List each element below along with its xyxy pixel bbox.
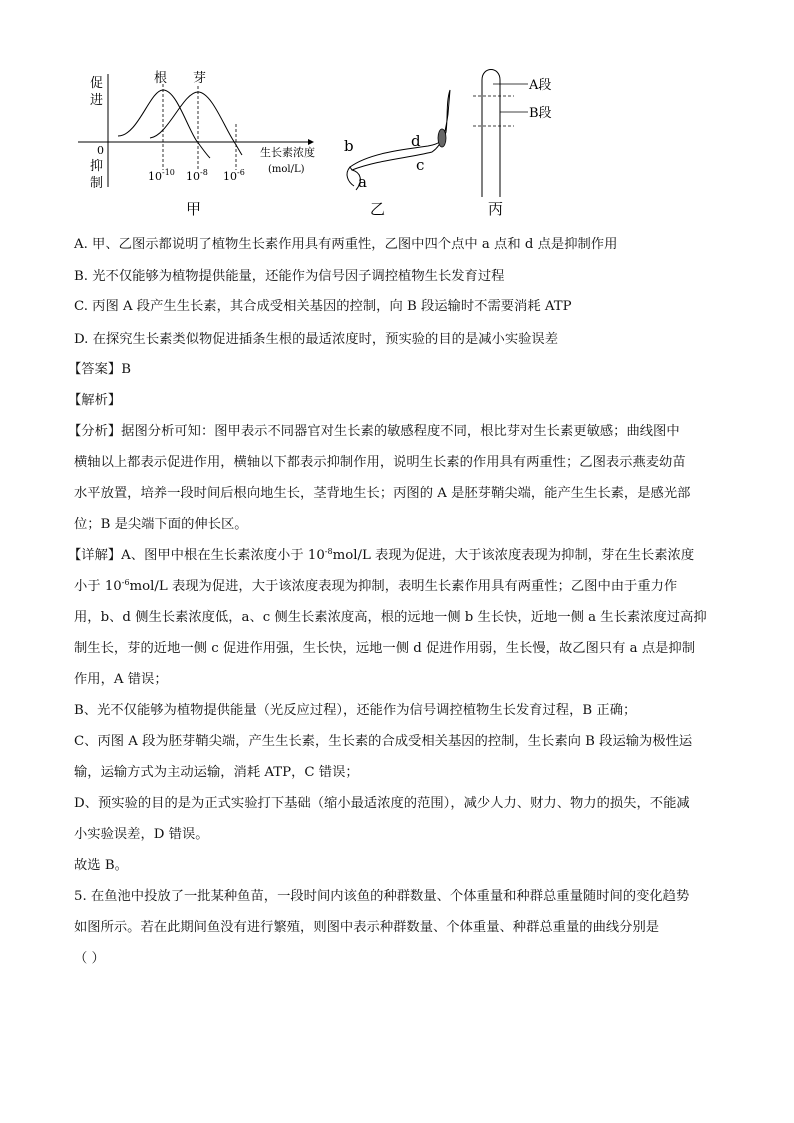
graph-bing [473,70,552,219]
seedling-shoot [350,90,450,170]
option-b: B. 光不仅能够为植物提供能量，还能作为信号因子调控植物生长发育过程 [74,269,505,284]
caption-jia: 甲 [186,200,202,218]
tick1: $10^{-10}$ [148,168,175,183]
analysis-tag: 【解析】 [68,393,122,408]
label-b: b [344,137,354,155]
label-seg-a: A段 [529,78,552,93]
y-label-inhibit-2: 制 [90,176,104,191]
label-a: a [358,173,367,191]
graph-yi [344,90,450,218]
xiangjie-line-1 [68,544,694,563]
y-label-promote-2: 进 [90,93,104,108]
xiangjie-line-5: 作用，A 错误； [74,672,168,687]
label-c: c [416,156,425,174]
x-axis-arrow [308,139,314,145]
axis-label: 生长素浓度 [260,146,315,159]
answer-line [68,358,131,377]
xiangjie-d-2: 小实验误差，D 错误。 [74,827,209,842]
xiangjie-c-1: C、丙图 A 段为胚芽鞘尖端，产生生长素，生长素的合成受相关基因的控制，生长素向 B 段运输为极性运 [74,734,693,749]
xiangjie-line-1a: 【详解】A、图甲中根在生长素浓度小于 10 [68,548,325,563]
xiangjie-line-2b: mol/L 表现为促进，大于该浓度表现为抑制，表明生长素作用具有两重性；乙图中由于重力作 [129,579,678,594]
coleoptile [482,70,500,198]
graph-jia [78,70,315,218]
q5-line-1: 5. 在鱼池中投放了一批某种鱼苗，一段时间内该鱼的种群数量、个体重量和种群总重量随时间的变化趋势 [74,889,690,904]
figure-area [68,62,588,222]
y-label-promote-1: 促 [90,76,104,91]
option-c: C. 丙图 A 段产生生长素，其合成受相关基因的控制，向 B 段运输时不需要消耗 ATP [74,299,572,314]
fenxi-line-2: 横轴以上都表示促进作用，横轴以下都表示抑制作用，说明生长素的作用具有两重性；乙图表示燕麦幼苗 [74,455,686,470]
caption-bing: 丙 [488,200,504,218]
xiangjie-line-2 [74,575,677,594]
xiangjie-b: B、光不仅能够为植物提供能量（光反应过程），还能作为信号调控植物生长发育过程，B 正确； [74,703,637,718]
seedling-tip [438,129,446,147]
label-bud: 芽 [193,71,207,86]
option-a: A. 甲、乙图示都说明了植物生长素作用具有两重性，乙图中四个点中 a 点和 d 点是抑制作用 [74,237,618,252]
caption-yi: 乙 [370,200,386,218]
q5-line-3: （ ） [74,951,105,966]
xiangjie-c-2: 输，运输方式为主动运输，消耗 ATP，C 错误； [74,765,359,780]
figure-svg [68,62,588,222]
answer-value: B [121,362,131,377]
answer-tag: 【答案】 [68,362,122,377]
xiangjie-d-1: D、预实验的目的是为正式实验打下基础（缩小最适浓度的范围），减少人力、财力、物力的损失，不能减 [74,796,690,811]
xiangjie-line-3: 用，b、d 侧生长素浓度低，a、c 侧生长素浓度高，根的远地一侧 b 生长快，近地一侧 a 生长素浓度过高抑 [74,610,707,625]
xiangjie-line-2a: 小于 10 [74,579,122,594]
xiangjie-line-4: 制生长，芽的近地一侧 c 促进作用强，生长快，远地一侧 d 促进作用弱，生长慢，故乙图只有 a 点是抑制 [74,641,696,656]
label-d: d [411,132,421,150]
y-label-inhibit-1: 抑 [90,159,104,174]
label-seg-b: B段 [529,106,552,121]
root-curve [118,90,210,158]
bud-curve [150,92,242,155]
label-root: 根 [154,71,168,86]
xiangjie-line-1-sup: -8 [324,547,333,556]
fenxi-line-1: 【分析】据图分析可知：图甲表示不同器官对生长素的敏感程度不同，根比芽对生长素更敏感；曲线图中 [68,424,680,439]
axis-unit: (mol/L) [268,164,305,175]
xiangjie-line-2-sup: -6 [121,578,130,587]
conclusion: 故选 B。 [74,858,128,873]
fenxi-line-3: 水平放置，培养一段时间后根向地生长，茎背地生长；丙图的 A 是胚芽鞘尖端，能产生生长素，是感光部 [74,486,691,501]
option-d: D. 在探究生长素类似物促进插条生根的最适浓度时，预实验的目的是减小实验误差 [74,332,559,347]
xiangjie-line-1b: mol/L 表现为促进，大于该浓度表现为抑制，芽在生长素浓度 [332,548,695,563]
tick2: $10^{-8}$ [186,168,208,183]
fenxi-line-4: 位；B 是尖端下面的伸长区。 [74,517,248,532]
y-zero: 0 [97,144,104,157]
tick3: $10^{-6}$ [223,168,245,183]
q5-line-2: 如图所示。若在此期间鱼没有进行繁殖，则图中表示种群数量、个体重量、种群总重量的曲线分别是 [74,920,660,935]
